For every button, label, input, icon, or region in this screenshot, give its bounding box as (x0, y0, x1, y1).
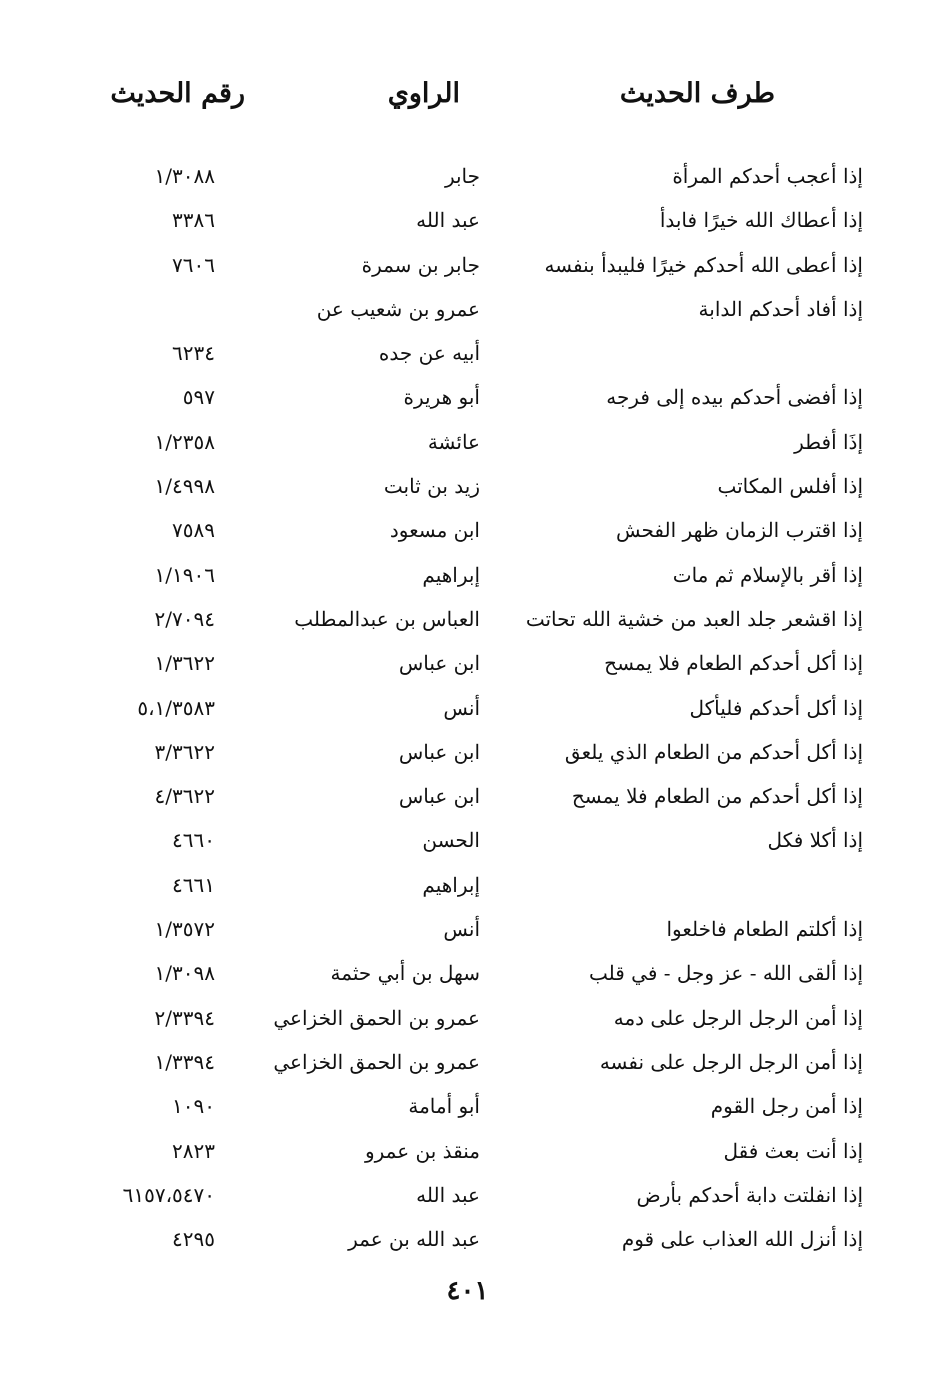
header-rawi: الراوي (387, 78, 460, 109)
table-row (0, 953, 935, 997)
hadith-text: إذا انفلتت دابة أحدكم بأرض (636, 1182, 863, 1207)
narrator: أنس (443, 695, 480, 720)
hadith-number: ١٠٩٠ (172, 1094, 215, 1119)
hadith-text: إذا أكل أحدكم من الطعام فلا يمسح (571, 784, 863, 809)
table-row (0, 245, 935, 289)
hadith-number: ٢/٧٠٩٤ (154, 606, 215, 631)
hadith-text: إذا أكل أحدكم من الطعام الذي يلعق (564, 739, 863, 764)
hadith-text: إذا أعطاك الله خيرًا فابدأ (659, 208, 863, 233)
narrator: إبراهيم (422, 872, 480, 897)
narrator: سهل بن أبي حثمة (330, 961, 480, 986)
table-row (0, 156, 935, 200)
hadith-number: ٢٨٢٣ (172, 1138, 215, 1163)
narrator: ابن عباس (398, 784, 480, 809)
hadith-number: ٧٥٨٩ (172, 518, 215, 543)
table-row (0, 998, 935, 1042)
hadith-text: إذا أكل أحدكم فليأكل (689, 695, 863, 720)
table-row (0, 599, 935, 643)
header-hadith: طرف الحديث (619, 78, 775, 109)
hadith-text: إذا أنزل الله العذاب على قوم (621, 1227, 863, 1252)
table-row (0, 909, 935, 953)
table-row (0, 688, 935, 732)
hadith-number: ٤٦٦١ (172, 872, 215, 897)
hadith-text: إذا أكلتم الطعام فاخلعوا (666, 917, 863, 942)
table-row (0, 466, 935, 510)
table-row (0, 865, 935, 909)
narrator: عائشة (427, 429, 480, 454)
hadith-number: ٣٣٨٦ (172, 208, 215, 233)
narrator: إبراهيم (422, 562, 480, 587)
table-row (0, 732, 935, 776)
table-row (0, 776, 935, 820)
table-row (0, 555, 935, 599)
table-row (0, 289, 935, 333)
hadith-number: ١/٣٣٩٤ (154, 1049, 215, 1074)
narrator: أبيه عن جده (378, 341, 480, 366)
hadith-text: إذا أمن رجل القوم (710, 1094, 863, 1119)
table-row (0, 510, 935, 554)
hadith-number: ١/٣٠٨٨ (154, 164, 215, 188)
hadith-text: إذا اقشعر جلد العبد من خشية الله تحاتت (525, 606, 863, 631)
table-row (0, 200, 935, 244)
hadith-number: ١/٣٦٢٢ (154, 651, 215, 676)
hadith-number: ٧٦٠٦ (172, 252, 215, 277)
hadith-text: إذا أقر بالإسلام ثم مات (672, 562, 863, 587)
hadith-text: إذا أنت بعث فقل (723, 1138, 863, 1163)
hadith-text: إذا أعطى الله أحدكم خيرًا فليبدأ بنفسه (544, 252, 863, 277)
table-row (0, 377, 935, 421)
header-number: رقم الحديث (110, 78, 245, 109)
hadith-text: إذا أفاد أحدكم الدابة (698, 296, 863, 321)
hadith-number: ٤٦٦٠ (172, 828, 215, 853)
table-header (0, 78, 935, 128)
narrator: زيد بن ثابت (383, 474, 480, 499)
narrator: العباس بن عبدالمطلب (294, 606, 480, 631)
hadith-text: إذا أكل أحدكم الطعام فلا يمسح (604, 651, 863, 676)
hadith-text: إذا أعجب أحدكم المرأة (672, 164, 863, 188)
narrator: منقذ بن عمرو (364, 1138, 480, 1163)
hadith-text: إذا أمن الرجل الرجل على دمه (613, 1005, 863, 1030)
narrator: عمرو بن الحمق الخزاعي (273, 1005, 480, 1030)
hadith-number: ٦١٥٧،٥٤٧٠ (122, 1182, 215, 1207)
hadith-number: ١/٢٣٥٨ (154, 429, 215, 454)
hadith-text: إذا أفضى أحدكم بيده إلى فرجه (606, 385, 863, 410)
hadith-text: إذا اقترب الزمان ظهر الفحش (616, 518, 863, 543)
hadith-text: إذا ألقى الله - عز وجل - في قلب (588, 961, 863, 986)
narrator: أبو هريرة (403, 385, 480, 410)
page-number: ٤٠١ (446, 1276, 489, 1306)
hadith-text: إذا أمن الرجل الرجل على نفسه (599, 1049, 863, 1074)
narrator: أبو أمامة (408, 1094, 480, 1119)
hadith-number: ٤٢٩٥ (172, 1227, 215, 1252)
narrator: ابن عباس (398, 651, 480, 676)
hadith-number: ١/٣٠٩٨ (154, 961, 215, 986)
hadith-number: ١/١٩٠٦ (154, 562, 215, 587)
narrator: جابر (444, 164, 480, 188)
hadith-text: إذا أفلس المكاتب (717, 474, 863, 499)
narrator: ابن مسعود (389, 518, 480, 543)
hadith-number: ١/٣٥٧٢ (154, 917, 215, 942)
table-row (0, 1175, 935, 1219)
hadith-number: ٤/٣٦٢٢ (154, 784, 215, 809)
hadith-number: ١/٤٩٩٨ (154, 474, 215, 499)
hadith-number: ٦٢٣٤ (172, 341, 215, 366)
table-row (0, 1042, 935, 1086)
table-row (0, 1131, 935, 1175)
hadith-text: إذا أكلا فكل (767, 828, 863, 853)
hadith-number: ٥٩٧ (182, 385, 215, 410)
narrator: ابن عباس (398, 739, 480, 764)
table-row (0, 820, 935, 864)
table-row (0, 1219, 935, 1263)
narrator: عمرو بن شعيب عن (316, 296, 480, 321)
hadith-index-table (0, 156, 935, 1263)
hadith-number: ٢/٣٣٩٤ (154, 1005, 215, 1030)
narrator: عبد الله بن عمر (348, 1227, 480, 1252)
table-row (0, 333, 935, 377)
table-row (0, 643, 935, 687)
hadith-number: ٣/٣٦٢٢ (154, 739, 215, 764)
narrator: جابر بن سمرة (361, 252, 480, 277)
table-row (0, 1086, 935, 1130)
narrator: عمرو بن الحمق الخزاعي (273, 1049, 480, 1074)
table-row (0, 422, 935, 466)
narrator: أنس (443, 917, 480, 942)
narrator: عبد الله (416, 1182, 480, 1207)
hadith-number: ٥،١/٣٥٨٣ (137, 695, 215, 720)
narrator: عبد الله (416, 208, 480, 233)
narrator: الحسن (422, 828, 480, 853)
hadith-text: إذَا أفطر (794, 429, 863, 454)
